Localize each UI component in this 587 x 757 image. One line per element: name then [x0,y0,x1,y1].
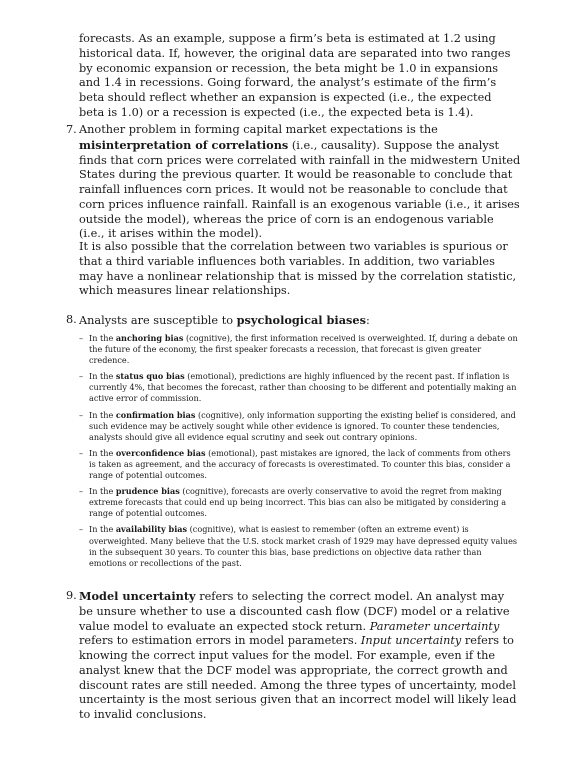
dash-marker: – [79,524,84,535]
bullet-term: status quo bias [115,371,185,382]
bullet-text: (emotional), predictions are highly influenced by the recent past. If inflation is currently 4%, that becomes the forecast, rather than choosing to be different and potentially making an active error of commission. [89,371,517,404]
item-7-paragraph [79,123,521,242]
item-number: 8. [66,313,77,326]
bullet-overconfidence-bias [79,448,519,481]
item-9-paragraph [79,589,521,723]
bullet-text: In the [89,333,116,343]
item-8-lead: Analysts are susceptible to [79,314,237,327]
item-number: 7. [66,123,77,136]
bullet-term: anchoring bias [115,333,184,343]
item-8-colon: : [365,314,370,327]
bullet-text: In the [89,524,116,535]
item-9-text: refers to selecting the correct model. An analyst may be unsure whether to use a discounted cash flow (DCF) model or a relative value model to evaluate an expected stock return. [79,590,510,633]
bullet-text: (emotional), past mistakes are ignored, the lack of comments from others is taken as agreement, and the accuracy of forecasts is overestimated. To counter this bias, consider a range of potential outcomes. [89,447,511,481]
dash-marker: – [79,447,84,458]
bullet-status-quo-bias [79,371,519,404]
item-7-lead: Another problem in forming capital market expectations is the [79,123,438,136]
term-psychological-biases: psychological biases [236,313,366,327]
item-7-second-paragraph: It is also possible that the correlation between two variables is spurious or that a third variable influences both variables. In addition, two variables may have a nonlinear relationship that is missed by the correlation statistic, which measures linear relationships. [79,240,517,298]
list-item-8 [66,313,521,329]
dash-marker: – [79,333,84,343]
bias-list [79,333,519,574]
bullet-term: confirmation bias [115,409,196,420]
bullet-text: (cognitive), forecasts are overly conservative to avoid the regret from making extreme forecasts that could end up being incorrect. This bias can also be mitigated by considering a range of potential outcomes. [89,486,507,519]
continuation-paragraph: forecasts. As an example, suppose a firm’s beta is estimated at 1.2 using historical data. If, however, the original data are separated into two ranges by economic expansion or recession, the beta might be 1.0 in expansions and 1.4 in recessions. Going forward, the analyst’s estimate of the firm’s beta should reflect whether an expansion is expected (i.e., the expected beta is 1.0) or a recession is expected (i.e., the expected beta is 1.4). [79,32,511,119]
item-8-heading [79,313,521,329]
bullet-text: (cognitive), what is easiest to remember (often an extreme event) is overweighted. Many believe that the U.S. stock market crash of 1929 may have depressed equity values in the subsequent 30 years. To counter this bias, base predictions on objective data rather than emotions or recollections of the past. [89,524,518,568]
bullet-term: overconfidence bias [115,447,206,458]
bullet-confirmation-bias [79,410,519,443]
bullet-term: availability bias [115,524,188,535]
item-9-text: refers to knowing the correct input values for the model. For example, even if the analyst knew that the DCF model was appropriate, the correct growth and discount rates are still needed. Among the three types of uncertainty, model uncertainty is the most serious given that an incorrect model will likely lead to invalid conclusions. [79,634,517,721]
item-7-text: (i.e., causality). Suppose the analyst finds that corn prices were correlated with rainfall in the midwestern United States during the previous quarter. It would be reasonable to conclude that rainfall influences corn prices. It would not be reasonable to conclude that corn prices influence rainfall. Rainfall is an exogenous variable (i.e., it arises outside the model), whereas the price of corn is an endogenous variable (i.e., it arises within the model). [79,138,521,241]
bullet-text: (cognitive), the first information received is overweighted. If, during a debate on the future of the economy, the first speaker forecasts a recession, that forecast is given greater credence. [89,333,518,366]
bullet-text: In the [89,447,116,458]
bullet-availability-bias [79,524,519,568]
list-item-9 [66,589,521,723]
dash-marker: – [79,371,84,382]
bullet-prudence-bias [79,486,519,519]
dash-marker: – [79,486,84,497]
bullet-term: prudence bias [115,486,180,497]
dash-marker: – [79,409,84,420]
bullet-text: In the [89,409,116,420]
term-parameter-uncertainty: Parameter uncertainty [369,619,500,633]
term-misinterpretation-of-correlations: misinterpretation of correlations [79,137,289,152]
bullet-anchoring-bias [79,333,519,366]
bullet-text: In the [89,371,116,382]
term-model-uncertainty: Model uncertainty [79,589,196,603]
term-input-uncertainty: Input uncertainty [360,634,462,648]
bullet-text: In the [89,486,116,497]
list-item-7 [66,123,521,242]
item-number: 9. [66,589,77,602]
item-9-text: refers to estimation errors in model parameters. [79,634,361,648]
bullet-text: (cognitive), only information supporting the existing belief is considered, and such evidence may be actively sought while other evidence is ignored. To counter these tendencies, analysts should give all evidence equal scrutiny and seek out contrary opinions. [89,409,516,442]
